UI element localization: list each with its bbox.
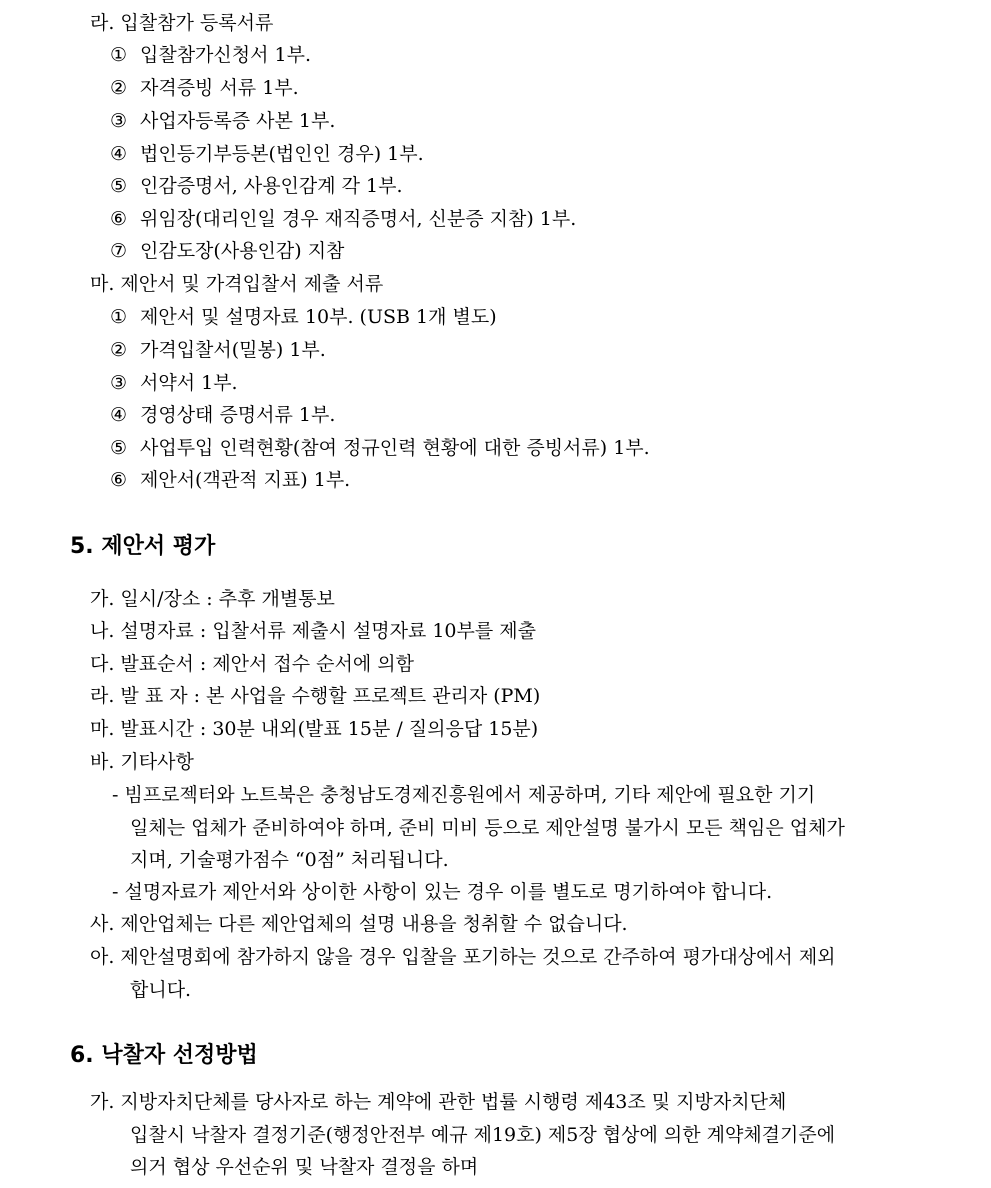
item-marker: ⑤	[110, 437, 128, 459]
list-item	[110, 404, 335, 426]
sec5-dash1-line1: - 빔프로젝터와 노트북은 충청남도경제진흥원에서 제공하며, 기타 제안에 필요한 기기	[112, 784, 816, 806]
list-item	[110, 208, 576, 230]
sec6-item-ga-line3: 의거 협상 우선순위 및 낙찰자 결정을 하며	[130, 1156, 479, 1178]
item-marker: ③	[110, 372, 128, 394]
sec5-item-ma: 마. 발표시간 : 30분 내외(발표 15분 / 질의응답 15분)	[90, 718, 539, 740]
item-text: 제안서(객관적 지표) 1부.	[140, 469, 351, 491]
item-text: 가격입찰서(밀봉) 1부.	[140, 339, 326, 361]
item-text: 경영상태 증명서류 1부.	[140, 404, 336, 426]
item-text: 인감도장(사용인감) 지참	[140, 240, 345, 262]
sec5-item-sa: 사. 제안업체는 다른 제안업체의 설명 내용을 청취할 수 없습니다.	[90, 913, 628, 935]
sec5-item-a-line2: 합니다.	[130, 979, 192, 1001]
list-item	[110, 44, 311, 66]
item-marker: ②	[110, 77, 128, 99]
sec5-item-ra: 라. 발 표 자 : 본 사업을 수행할 프로젝트 관리자 (PM)	[90, 685, 541, 707]
list-item	[110, 240, 344, 262]
item-marker: ①	[110, 306, 128, 328]
section-ra-title: 라. 입찰참가 등록서류	[90, 12, 274, 34]
sec6-item-ga-line2: 입찰시 낙찰자 결정기준(행정안전부 예규 제19호) 제5장 협상에 의한 계약체결기준에	[130, 1124, 836, 1146]
item-marker: ②	[110, 339, 128, 361]
section-6-heading: 6. 낙찰자 선정방법	[70, 1043, 258, 1068]
sec6-item-ga-line1: 가. 지방자치단체를 당사자로 하는 계약에 관한 법률 시행령 제43조 및 지방자치단체	[90, 1091, 787, 1113]
list-item	[110, 175, 403, 197]
item-marker: ④	[110, 143, 128, 165]
item-marker: ⑦	[110, 240, 128, 262]
section-5-heading: 5. 제안서 평가	[70, 534, 216, 559]
item-text: 사업자등록증 사본 1부.	[140, 110, 336, 132]
sec5-item-na: 나. 설명자료 : 입찰서류 제출시 설명자료 10부를 제출	[90, 620, 536, 642]
list-item	[110, 143, 424, 165]
section-ma-title: 마. 제안서 및 가격입찰서 제출 서류	[90, 273, 384, 295]
item-marker: ⑥	[110, 208, 128, 230]
sec5-item-ba: 바. 기타사항	[90, 751, 194, 773]
list-item	[110, 437, 650, 459]
item-text: 자격증빙 서류 1부.	[140, 77, 299, 99]
item-marker: ⑥	[110, 469, 128, 491]
list-item	[110, 306, 497, 328]
item-text: 위임장(대리인일 경우 재직증명서, 신분증 지참) 1부.	[140, 208, 577, 230]
item-text: 인감증명서, 사용인감계 각 1부.	[140, 175, 403, 197]
item-marker: ④	[110, 404, 128, 426]
sec5-item-da: 다. 발표순서 : 제안서 접수 순서에 의함	[90, 653, 414, 675]
item-marker: ①	[110, 44, 128, 66]
list-item	[110, 77, 299, 99]
list-item	[110, 469, 350, 491]
item-text: 사업투입 인력현황(참여 정규인력 현황에 대한 증빙서류) 1부.	[140, 437, 650, 459]
list-item	[110, 372, 238, 394]
item-text: 법인등기부등본(법인인 경우) 1부.	[140, 143, 424, 165]
sec5-dash2: - 설명자료가 제안서와 상이한 사항이 있는 경우 이를 별도로 명기하여야 합니다.	[112, 881, 773, 903]
item-text: 제안서 및 설명자료 10부. (USB 1개 별도)	[140, 306, 497, 328]
sec5-item-ga: 가. 일시/장소 : 추후 개별통보	[90, 588, 335, 610]
sec5-dash1-line2: 일체는 업체가 준비하여야 하며, 준비 미비 등으로 제안설명 불가시 모든 책임은 업체가	[130, 817, 845, 839]
sec5-dash1-line3: 지며, 기술평가점수 “0점” 처리됩니다.	[130, 849, 449, 871]
item-text: 입찰참가신청서 1부.	[140, 44, 311, 66]
item-marker: ③	[110, 110, 128, 132]
item-marker: ⑤	[110, 175, 128, 197]
sec5-item-a-line1: 아. 제안설명회에 참가하지 않을 경우 입찰을 포기하는 것으로 간주하여 평가대상에서 제외	[90, 946, 836, 968]
list-item	[110, 110, 335, 132]
list-item	[110, 339, 326, 361]
item-text: 서약서 1부.	[140, 372, 238, 394]
